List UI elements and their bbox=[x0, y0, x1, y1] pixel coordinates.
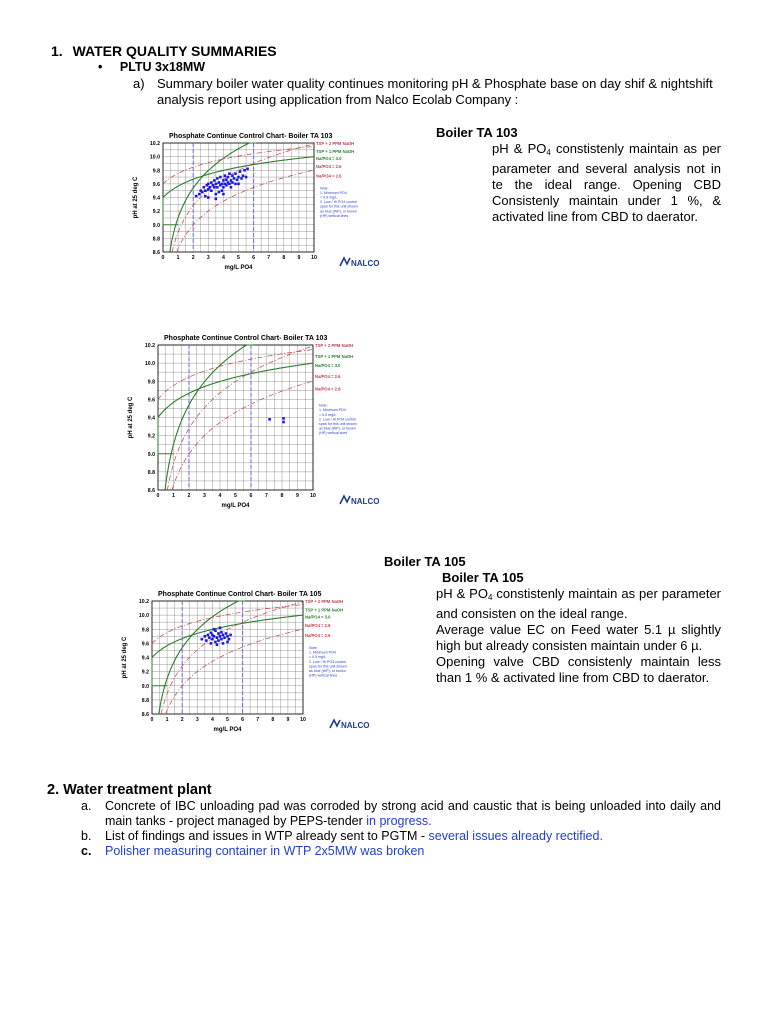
data-point bbox=[225, 178, 228, 181]
data-point bbox=[222, 186, 225, 189]
boiler-103-paragraph bbox=[492, 141, 721, 225]
data-point bbox=[213, 628, 216, 631]
chart-note-line: Note: bbox=[320, 186, 329, 191]
x-tick-label: 10 bbox=[311, 255, 317, 261]
data-point bbox=[221, 189, 224, 192]
boiler-105-heading-a: Boiler TA 105 bbox=[384, 554, 466, 569]
data-point bbox=[282, 421, 285, 424]
data-point bbox=[225, 184, 228, 187]
x-tick-label: 5 bbox=[226, 717, 229, 723]
x-axis-label: mg/L PO4 bbox=[221, 503, 250, 509]
wtp-item-b-status: several issues already rectified. bbox=[428, 829, 603, 843]
data-point bbox=[268, 418, 271, 421]
chart-note-line: 2. Low / Hi PO4 control bbox=[309, 659, 346, 664]
x-tick-label: 9 bbox=[297, 255, 301, 261]
legend-label: TSP + 1 PPM NaOH bbox=[305, 607, 344, 613]
chart-note-line: = 0.5 mg/L bbox=[320, 195, 338, 200]
chart-1-svg bbox=[127, 128, 392, 274]
chart-title: Phosphate Continue Control Chart- Boiler TA 105 bbox=[158, 591, 322, 598]
y-tick-label: 8.8 bbox=[147, 469, 155, 476]
legend-label: TSP + 2 PPM NaOH bbox=[316, 141, 355, 146]
legend-label: Na/PO4 = 3.0 bbox=[315, 362, 341, 368]
chart-note-line: span for this unit shown bbox=[309, 664, 347, 669]
x-tick-label: 3 bbox=[206, 255, 210, 261]
nalco-logo-text: NALCO bbox=[341, 721, 370, 730]
data-point bbox=[208, 636, 211, 639]
data-point bbox=[202, 186, 205, 189]
data-point bbox=[217, 632, 220, 635]
data-point bbox=[223, 636, 226, 639]
data-point bbox=[210, 642, 213, 645]
data-point bbox=[201, 638, 204, 641]
data-point bbox=[210, 181, 213, 184]
x-tick-label: 0 bbox=[156, 493, 160, 499]
data-point bbox=[213, 635, 216, 638]
data-point bbox=[209, 186, 212, 189]
wtp-item-b-marker: b. bbox=[81, 829, 92, 843]
x-tick-label: 4 bbox=[218, 493, 222, 499]
data-point bbox=[225, 632, 228, 635]
boiler-105-para-2: Average value EC on Feed water 5.1 µ slightly high but already consisten maintain under 6 µ. bbox=[436, 622, 721, 653]
chart-note-line: span for this unit shown bbox=[320, 204, 358, 209]
data-point bbox=[246, 168, 249, 171]
boiler-105-para1-sub: 4 bbox=[487, 593, 493, 602]
boiler-105-paragraphs bbox=[436, 586, 721, 686]
data-point bbox=[242, 174, 245, 177]
y-tick-label: 9.8 bbox=[141, 627, 149, 634]
x-tick-label: 8 bbox=[280, 493, 284, 499]
x-tick-label: 2 bbox=[180, 717, 184, 723]
chart-note-line: Note: bbox=[319, 403, 328, 408]
chart-3-svg bbox=[116, 586, 382, 736]
legend-label: Na/PO4 = 3.0 bbox=[316, 155, 342, 161]
data-point bbox=[218, 191, 221, 194]
y-tick-label: 9.4 bbox=[147, 415, 155, 422]
chart-note-line: (HP) vertical lines bbox=[309, 673, 338, 678]
item-a-marker: a) bbox=[133, 76, 145, 91]
y-tick-label: 9.2 bbox=[141, 669, 149, 676]
x-tick-label: 9 bbox=[286, 717, 290, 723]
data-point bbox=[228, 183, 231, 186]
y-tick-label: 8.6 bbox=[147, 488, 155, 494]
data-point bbox=[217, 639, 220, 642]
y-tick-label: 10.0 bbox=[144, 361, 155, 368]
y-tick-label: 9.6 bbox=[147, 397, 155, 404]
chart-boiler-103-b bbox=[122, 330, 392, 512]
y-tick-label: 10.2 bbox=[149, 141, 160, 147]
boiler-103-para-pre: pH & PO bbox=[492, 141, 547, 156]
chart-note-line: Note: bbox=[309, 646, 318, 651]
data-point bbox=[207, 196, 210, 199]
data-point bbox=[233, 177, 236, 180]
data-point bbox=[214, 641, 217, 644]
y-tick-label: 9.0 bbox=[152, 222, 160, 229]
bullet-pltu bbox=[98, 60, 205, 74]
boiler-103-para-post: constistenly maintain as per parameter and several analysis not in te the ideal range. Opening CBD Consistenly maintain under 1 %, & activated line from CBD to daerator. bbox=[492, 141, 721, 224]
x-tick-label: 4 bbox=[221, 255, 225, 261]
y-tick-label: 8.8 bbox=[152, 236, 160, 243]
y-tick-label: 8.6 bbox=[141, 712, 149, 718]
data-point bbox=[205, 639, 208, 642]
nalco-logo-icon bbox=[330, 720, 340, 728]
x-tick-label: 10 bbox=[300, 717, 306, 723]
y-tick-label: 9.6 bbox=[152, 181, 160, 188]
chart-note-line: (HP) vertical lines bbox=[319, 431, 348, 436]
data-point bbox=[226, 641, 229, 644]
section-2-list bbox=[81, 799, 721, 859]
data-point bbox=[237, 183, 240, 186]
x-tick-label: 7 bbox=[267, 255, 271, 261]
x-tick-label: 3 bbox=[195, 717, 199, 723]
nalco-logo-text: NALCO bbox=[351, 259, 380, 268]
x-tick-label: 4 bbox=[210, 717, 214, 723]
x-tick-label: 6 bbox=[249, 493, 253, 499]
chart-boiler-105 bbox=[116, 586, 382, 736]
data-point bbox=[282, 417, 285, 420]
data-point bbox=[216, 177, 219, 180]
chart-note-line: as blue (WP), or brown bbox=[320, 209, 357, 214]
section-1-title bbox=[51, 43, 277, 59]
data-point bbox=[219, 627, 222, 630]
data-point bbox=[230, 186, 233, 189]
wtp-item-c-text: Polisher measuring container in WTP 2x5MW was broken bbox=[105, 844, 425, 858]
section-2-title: 2. Water treatment plant bbox=[47, 782, 212, 798]
y-tick-label: 9.0 bbox=[147, 451, 155, 458]
data-point bbox=[195, 195, 198, 198]
legend-label: TSP + 2 PPM NaOH bbox=[315, 343, 354, 348]
legend-label: Na/PO4 = 2.6 bbox=[305, 623, 331, 629]
bullet-label: PLTU 3x18MW bbox=[119, 60, 206, 74]
legend-label: Na/PO4 = 3.0 bbox=[305, 614, 331, 620]
x-axis-label: mg/L PO4 bbox=[213, 727, 242, 733]
data-point bbox=[234, 183, 237, 186]
y-tick-label: 9.4 bbox=[152, 195, 160, 202]
data-point bbox=[236, 178, 239, 181]
wtp-item-a-text: Concrete of IBC unloading pad was corroded by strong acid and caustic that is being unloaded into daily and main tanks - project managed by PEPS-tender bbox=[105, 799, 721, 828]
data-point bbox=[226, 635, 229, 638]
x-tick-label: 6 bbox=[241, 717, 245, 723]
y-tick-label: 9.4 bbox=[141, 655, 149, 662]
data-point bbox=[204, 635, 207, 638]
y-tick-label: 10.0 bbox=[138, 613, 149, 620]
nalco-logo-text: NALCO bbox=[351, 497, 380, 506]
chart-note-line: as blue (WP), or brown bbox=[319, 426, 356, 431]
data-point bbox=[215, 193, 218, 196]
legend-label: TSP + 1 PPM NaOH bbox=[315, 353, 354, 359]
data-point bbox=[229, 634, 232, 637]
x-tick-label: 2 bbox=[187, 493, 191, 499]
wtp-item-c-marker: c. bbox=[81, 844, 92, 858]
section-1-number: 1. bbox=[51, 43, 63, 59]
chart-note-line: = 0.5 mg/L bbox=[319, 412, 337, 417]
data-point bbox=[231, 181, 234, 184]
data-point bbox=[228, 638, 231, 641]
chart-note-line: 1. Minimum PO4 bbox=[320, 190, 347, 195]
x-tick-label: 1 bbox=[172, 493, 175, 499]
data-point bbox=[204, 195, 207, 198]
chart-note-line: span for this unit shown bbox=[319, 422, 357, 427]
data-point bbox=[243, 169, 246, 172]
nalco-logo-icon bbox=[340, 258, 350, 266]
data-point bbox=[207, 183, 210, 186]
x-tick-label: 1 bbox=[165, 717, 169, 723]
chart-note-line: 1. Minimum PO4 bbox=[309, 650, 336, 655]
chart-title: Phosphate Continue Control Chart- Boiler TA 103 bbox=[169, 133, 333, 140]
y-tick-label: 9.6 bbox=[141, 641, 149, 648]
legend-label: Na/PO4 = 2.6 bbox=[315, 373, 341, 379]
data-point bbox=[204, 189, 207, 192]
data-point bbox=[211, 638, 214, 641]
y-axis-label: pH at 25 deg C bbox=[122, 636, 128, 679]
wtp-item-b bbox=[81, 829, 721, 844]
legend-label: Na/PO4 = 2.6 bbox=[316, 173, 342, 179]
boiler-105-heading-b: Boiler TA 105 bbox=[442, 570, 524, 585]
boiler-103-heading: Boiler TA 103 bbox=[436, 125, 518, 140]
data-point bbox=[213, 179, 216, 182]
chart-2-svg bbox=[122, 330, 392, 512]
x-tick-label: 0 bbox=[150, 717, 154, 723]
wtp-item-a bbox=[81, 799, 721, 829]
wtp-item-b-text: List of findings and issues in WTP already sent to PGTM - bbox=[105, 829, 429, 843]
wtp-item-a-marker: a. bbox=[81, 799, 92, 813]
y-tick-label: 9.8 bbox=[152, 168, 160, 175]
item-a-text: Summary boiler water quality continues monitoring pH & Phosphate base on day shif & nightshift analysis report using application from Nalco Ecolab Company : bbox=[157, 76, 713, 107]
y-axis-label: pH at 25 deg C bbox=[128, 396, 134, 439]
y-axis-label: pH at 25 deg C bbox=[133, 176, 139, 219]
data-point bbox=[215, 198, 218, 201]
y-tick-label: 9.2 bbox=[147, 433, 155, 440]
x-tick-label: 1 bbox=[176, 255, 180, 261]
x-tick-label: 5 bbox=[237, 255, 240, 261]
section-1-title-text: WATER QUALITY SUMMARIES bbox=[72, 43, 277, 59]
data-point bbox=[240, 177, 243, 180]
boiler-105-para1-post: constistenly maintain as per parameter and consisten on the ideal range. bbox=[436, 586, 722, 621]
chart-note-line: 1. Minimum PO4 bbox=[319, 408, 346, 413]
item-a bbox=[133, 76, 723, 108]
chart-note-line: = 0.5 mg/L bbox=[309, 655, 327, 660]
x-tick-label: 7 bbox=[256, 717, 260, 723]
wtp-item-c bbox=[81, 844, 721, 859]
data-point bbox=[222, 642, 225, 645]
y-tick-label: 9.8 bbox=[147, 379, 155, 386]
data-point bbox=[220, 631, 223, 634]
data-point bbox=[222, 179, 225, 182]
data-point bbox=[221, 183, 224, 186]
legend-label: Na/PO4 = 2.6 bbox=[315, 386, 341, 392]
chart-boiler-103-a bbox=[127, 128, 392, 274]
data-point bbox=[228, 172, 231, 175]
wtp-item-a-status: in progress. bbox=[366, 814, 432, 828]
x-tick-label: 7 bbox=[265, 493, 268, 499]
bullet-icon: • bbox=[98, 60, 103, 74]
data-point bbox=[218, 181, 221, 184]
data-point bbox=[239, 170, 242, 173]
legend-label: Na/PO4 = 2.6 bbox=[305, 632, 331, 638]
data-point bbox=[245, 176, 248, 179]
y-tick-label: 10.0 bbox=[149, 154, 160, 161]
data-point bbox=[219, 176, 222, 179]
data-point bbox=[237, 176, 240, 179]
data-point bbox=[207, 634, 210, 637]
x-tick-label: 5 bbox=[234, 493, 237, 499]
x-tick-label: 2 bbox=[191, 255, 195, 261]
data-point bbox=[216, 643, 219, 646]
y-tick-label: 10.2 bbox=[138, 599, 149, 605]
y-tick-label: 10.2 bbox=[144, 343, 155, 349]
legend-label: Na/PO4 = 2.6 bbox=[316, 164, 342, 170]
x-tick-label: 6 bbox=[252, 255, 256, 261]
data-point bbox=[227, 176, 230, 179]
chart-title: Phosphate Continue Control Chart- Boiler TA 103 bbox=[164, 335, 328, 342]
data-point bbox=[215, 183, 218, 186]
data-point bbox=[220, 638, 223, 641]
data-point bbox=[224, 174, 227, 177]
data-point bbox=[222, 634, 225, 637]
x-tick-label: 8 bbox=[271, 717, 275, 723]
data-point bbox=[213, 186, 216, 189]
boiler-103-para-sub: 4 bbox=[546, 148, 551, 157]
boiler-105-para-3: Opening valve CBD consistenly maintain less than 1 % & activated line from CBD to daerator. bbox=[436, 654, 721, 685]
data-point bbox=[216, 186, 219, 189]
data-point bbox=[231, 174, 234, 177]
x-tick-label: 0 bbox=[161, 255, 165, 261]
legend-label: TSP + 1 PPM NaOH bbox=[316, 149, 355, 155]
chart-note-line: 2. Low / Hi PO4 control bbox=[319, 417, 356, 422]
nalco-logo-icon bbox=[340, 496, 350, 504]
data-point bbox=[216, 636, 219, 639]
data-point bbox=[201, 191, 204, 194]
y-tick-label: 8.6 bbox=[152, 250, 160, 256]
y-tick-label: 9.2 bbox=[152, 209, 160, 216]
x-tick-label: 8 bbox=[282, 255, 286, 261]
x-tick-label: 9 bbox=[296, 493, 299, 499]
y-tick-label: 8.8 bbox=[141, 697, 149, 704]
data-point bbox=[222, 193, 225, 196]
x-tick-label: 3 bbox=[203, 493, 206, 499]
legend-label: TSP + 2 PPM NaOH bbox=[305, 599, 344, 604]
data-point bbox=[219, 635, 222, 638]
chart-note-line: 2. Low / Hi PO4 control bbox=[320, 200, 357, 205]
data-point bbox=[198, 193, 201, 196]
x-axis-label: mg/L PO4 bbox=[224, 265, 253, 271]
data-point bbox=[234, 172, 237, 175]
boiler-105-para1-pre: pH & PO bbox=[436, 586, 488, 601]
chart-note-line: (HP) vertical lines bbox=[320, 213, 349, 218]
x-tick-label: 10 bbox=[310, 493, 316, 499]
boiler-105-para-1 bbox=[436, 586, 721, 622]
chart-note-line: as blue (WP), or brown bbox=[309, 669, 346, 674]
data-point bbox=[210, 189, 213, 192]
y-tick-label: 9.0 bbox=[141, 683, 149, 690]
